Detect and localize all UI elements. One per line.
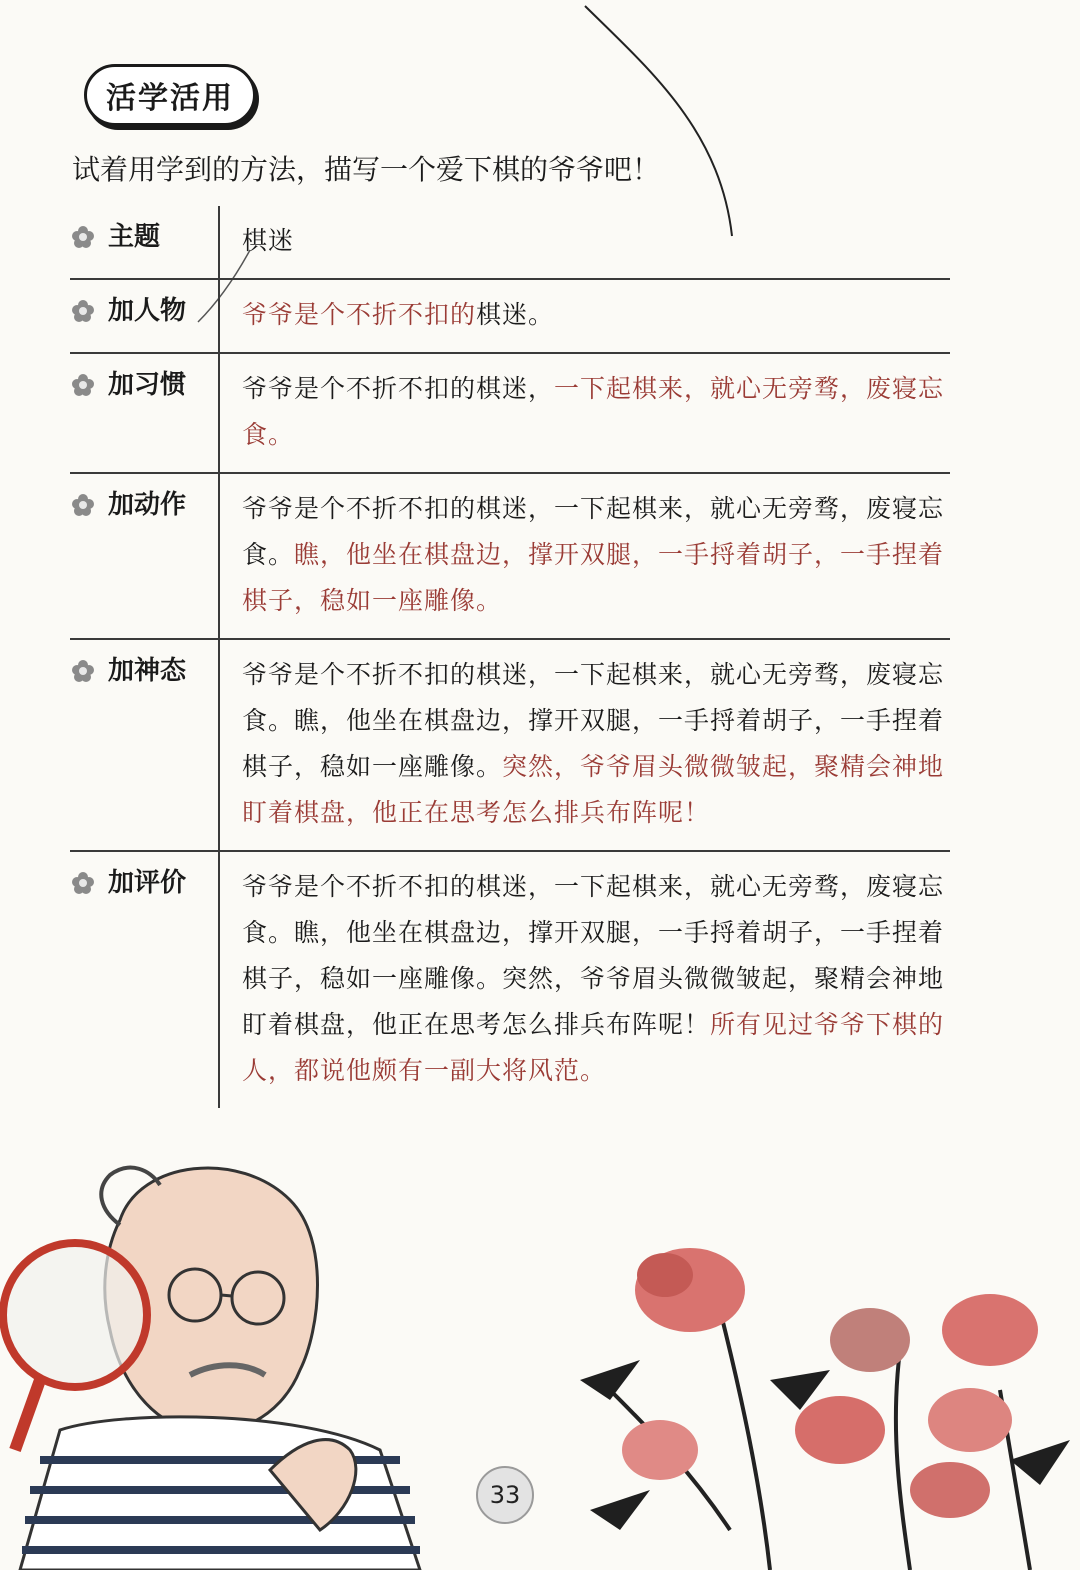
row-content [220,280,950,352]
row-label: 加动作 [108,490,187,520]
base-text: 爷爷是个不折不扣的棋迷，一下起棋来，就心无旁骛，废寝忘食。瞧，他坐在棋盘边，撑开双腿，一手捋着胡子，一手捏着棋子，稳如一座雕像。突然，爷爷眉头微微皱起，聚精会神地盯着棋盘，他正在思考怎么排兵布阵呢！ [242,872,945,1039]
flower-bullet-icon [72,300,94,322]
added-text: 所有见过爷爷下棋的人，都说他颇有一副大将风范。 [242,1010,945,1085]
table-row [70,472,950,638]
row-content [220,640,950,850]
table-row [70,850,950,1108]
row-label: 加人物 [108,296,187,326]
flowers-illustration [570,1230,1080,1570]
row-label-cell [70,280,220,352]
added-text: 突然，爷爷眉头微微皱起，聚精会神地盯着棋盘，他正在思考怎么排兵布阵呢！ [242,752,945,827]
exercise-prompt: 试着用学到的方法，描写一个爱下棋的爷爷吧！ [72,153,661,186]
table-row [70,638,950,850]
row-label-cell [70,640,220,850]
row-content [220,852,950,1108]
base-text: 爷爷是个不折不扣的棋迷，一下起棋来，就心无旁骛，废寝忘食。 [242,494,945,569]
row-label-cell [70,474,220,638]
writing-steps-table [70,206,950,1108]
grandpa-illustration [0,1130,460,1570]
row-label-cell [70,206,220,278]
base-text: 棋迷。 [476,300,555,329]
added-text: 爷爷是个不折不扣的 [242,300,477,329]
row-content [220,206,950,278]
row-label-cell [70,354,220,472]
row-content [220,474,950,638]
page-number: 33 [476,1466,534,1524]
section-title-badge: 活学活用 [84,64,256,126]
table-row [70,206,950,278]
flower-bullet-icon [72,226,94,248]
added-text: 瞧，他坐在棋盘边，撑开双腿，一手捋着胡子，一手捏着棋子，稳如一座雕像。 [242,540,945,615]
row-label: 加习惯 [108,370,187,400]
table-row [70,278,950,352]
row-label: 主题 [108,222,161,252]
row-content [220,354,950,472]
added-text: 一下起棋来，就心无旁骛，废寝忘食。 [242,374,945,449]
base-text: 棋迷 [242,226,295,255]
flower-bullet-icon [72,660,94,682]
row-label: 加神态 [108,656,187,686]
base-text: 爷爷是个不折不扣的棋迷，一下起棋来，就心无旁骛，废寝忘食。瞧，他坐在棋盘边，撑开双腿，一手捋着胡子，一手捏着棋子，稳如一座雕像。 [242,660,945,781]
flower-bullet-icon [72,872,94,894]
base-text: 爷爷是个不折不扣的棋迷， [242,374,555,403]
row-label: 加评价 [108,868,187,898]
flower-bullet-icon [72,494,94,516]
table-row [70,352,950,472]
flower-bullet-icon [72,374,94,396]
row-label-cell [70,852,220,1108]
